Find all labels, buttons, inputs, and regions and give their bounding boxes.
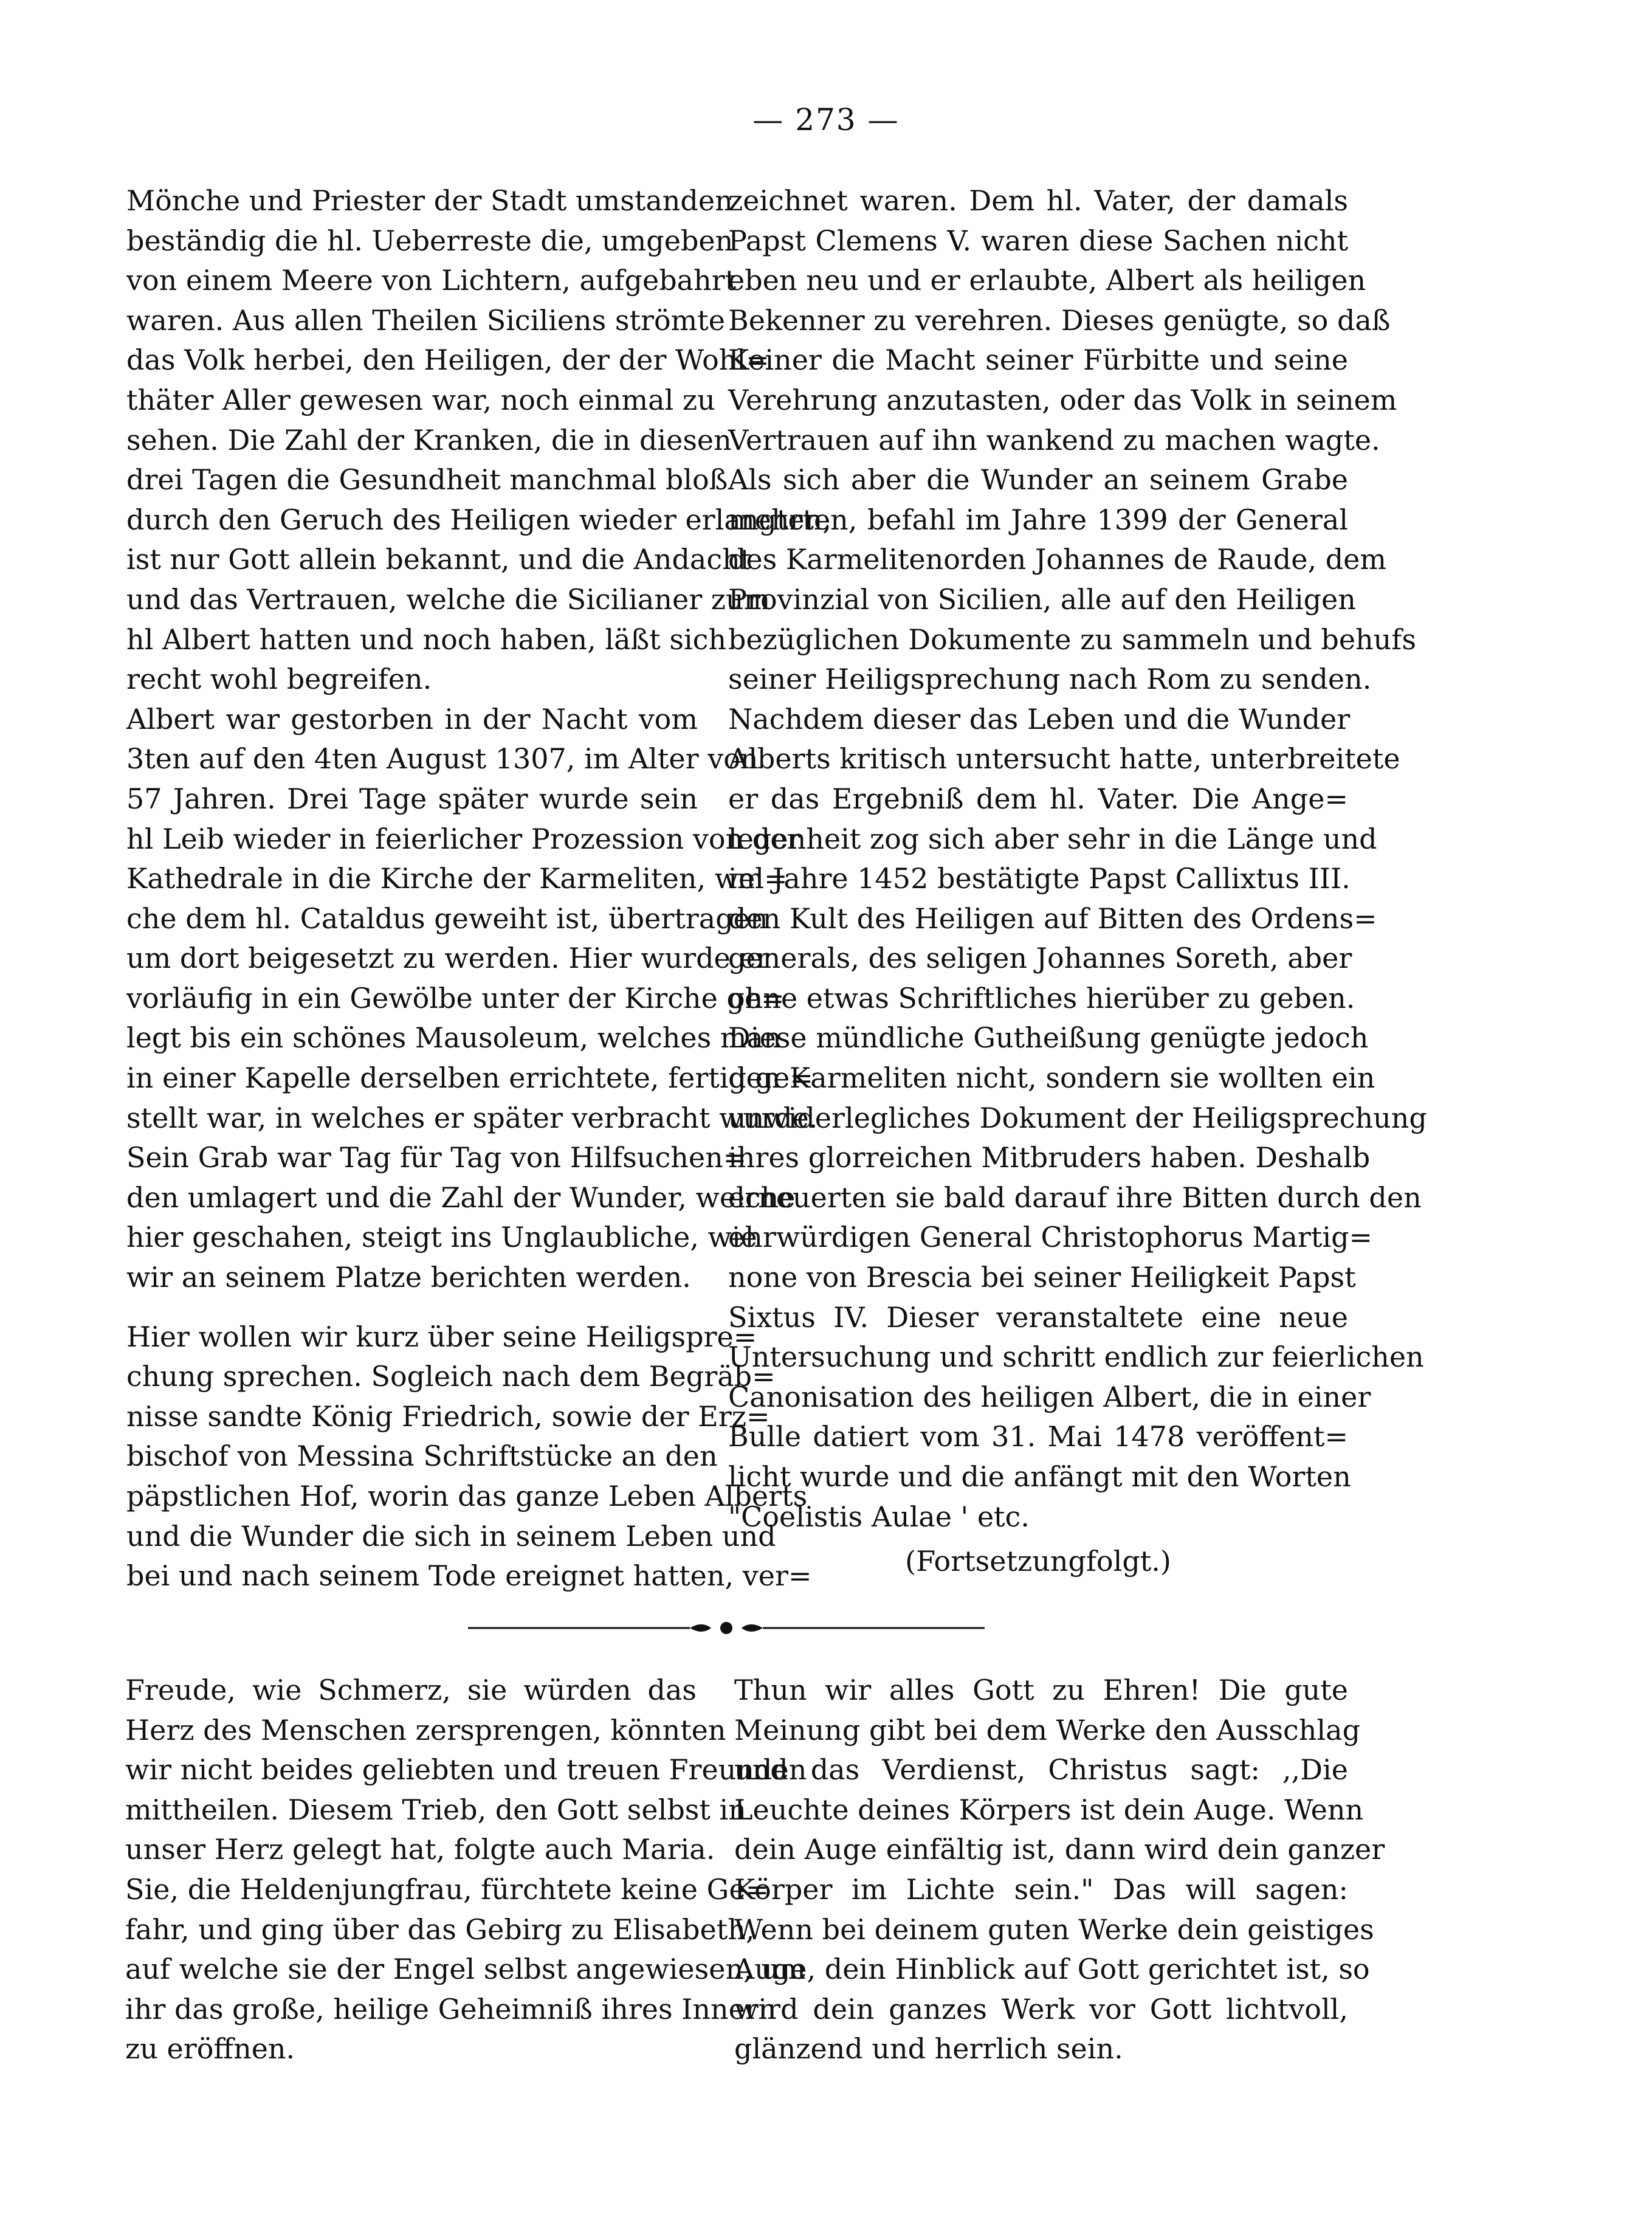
text-line: bei und nach seinem Tode ereignet hatten, ver= [126, 1559, 812, 1593]
text-line: Mönche und Priester der Stadt umstanden [126, 184, 733, 217]
text-line: bischof von Messina Schriftstücke an den [126, 1440, 718, 1473]
text-line: bezüglichen Dokumente zu sammeln und behufs [728, 623, 1416, 656]
text-line: ihr das große, heilige Geheimniß ihres Innern [125, 1992, 777, 2026]
text-line: seiner Heiligsprechung nach Rom zu senden. [728, 663, 1372, 696]
text-line: Albert war gestorben in der Nacht vom [126, 702, 698, 736]
text-line: legenheit zog sich aber sehr in die Länge und [728, 822, 1377, 855]
text-line: 57 Jahren. Drei Tage später wurde sein [126, 782, 698, 815]
text-line: mittheilen. Diesem Trieb, den Gott selbst in [125, 1793, 746, 1826]
text-line: ohne etwas Schriftliches hierüber zu geben. [728, 981, 1355, 1015]
maxim-column-left [125, 1671, 807, 2069]
text-line: che dem hl. Cataldus geweiht ist, übertragen [126, 902, 768, 935]
text-line: und das Verdienst, Christus sagt: ,,Die [734, 1753, 1348, 1787]
text-line: drei Tagen die Gesundheit manchmal bloß [126, 463, 728, 497]
text-line: generals, des seligen Johannes Soreth, aber [728, 942, 1352, 975]
text-line: "Coelistis Aulae ' etc. [728, 1500, 1030, 1533]
text-line: den Karmeliten nicht, sondern sie wollten ein [728, 1061, 1375, 1095]
text-line: auf welche sie der Engel selbst angewiesen, um [125, 1953, 806, 1986]
text-line: Diese mündliche Gutheißung genügte jedoch [728, 1021, 1369, 1055]
text-line: sehen. Die Zahl der Kranken, die in diesen [126, 423, 732, 457]
text-line: erneuerten sie bald darauf ihre Bitten durch den [728, 1181, 1422, 1214]
text-line: unser Herz gelegt hat, folgte auch Maria. [125, 1833, 715, 1866]
text-line: um dort beigesetzt zu werden. Hier wurde er [126, 942, 769, 975]
text-line: chung sprechen. Sogleich nach dem Begräb= [126, 1360, 776, 1393]
text-line: fahr, und ging über das Gebirg zu Elisabeth, [125, 1912, 755, 1946]
text-line: Kathedrale in die Kirche der Karmeliten, wel= [126, 862, 788, 895]
text-line: ehrwürdigen General Christophorus Martig= [728, 1221, 1373, 1254]
text-line: Meinung gibt bei dem Werke den Ausschlag [734, 1713, 1361, 1747]
text-line: Sein Grab war Tag für Tag von Hilfsuchen= [126, 1141, 747, 1174]
text-line: Herz des Menschen zersprengen, könnten [125, 1713, 726, 1747]
text-line: wir nicht beides geliebten und treuen Freunden [125, 1753, 807, 1787]
text-line: recht wohl begreifen. [126, 663, 432, 696]
text-line: Untersuchung und schritt endlich zur feierlichen [728, 1340, 1424, 1374]
text-line: Canonisation des heiligen Albert, die in einer [728, 1380, 1371, 1413]
text-line: er das Ergebniß dem hl. Vater. Die Ange= [728, 782, 1348, 815]
article-column-left [126, 181, 831, 1596]
text-line: Als sich aber die Wunder an seinem Grabe [728, 463, 1348, 497]
text-line: beständig die hl. Ueberreste die, umgeben [126, 224, 734, 257]
text-line: mehrten, befahl im Jahre 1399 der General [728, 503, 1348, 536]
text-line: Alberts kritisch untersucht hatte, unterbreitete [728, 742, 1400, 776]
text-line: Sixtus IV. Dieser veranstaltete eine neue [728, 1300, 1348, 1334]
text-line: Sie, die Heldenjungfrau, fürchtete keine Ge= [125, 1872, 769, 1906]
text-line: hl Leib wieder in feierlicher Prozession von der [126, 822, 800, 855]
article-column-right [728, 181, 1427, 1582]
text-line: ihres glorreichen Mitbruders haben. Deshalb [728, 1141, 1371, 1174]
continuation-note: (Fortsetzungfolgt.) [905, 1545, 1171, 1578]
text-line: unwiderlegliches Dokument der Heiligsprechung [728, 1101, 1427, 1134]
text-line: dein Auge einfältig ist, dann wird dein ganzer [734, 1833, 1385, 1866]
text-line: den umlagert und die Zahl der Wunder, welche [126, 1181, 796, 1214]
text-line: zeichnet waren. Dem hl. Vater, der damals [728, 184, 1348, 217]
text-line: Bekenner zu verehren. Dieses genügte, so daß [728, 303, 1391, 337]
paragraph-gap [126, 1298, 698, 1317]
text-line: waren. Aus allen Theilen Siciliens strömte [126, 303, 726, 337]
text-line: licht wurde und die anfängt mit den Worten [728, 1460, 1351, 1493]
page-number: — 273 — [752, 102, 900, 137]
text-line: glänzend und herrlich sein. [734, 2032, 1123, 2066]
text-line: Vertrauen auf ihn wankend zu machen wagte. [728, 423, 1380, 457]
text-line: und die Wunder die sich in seinem Leben und [126, 1519, 776, 1553]
text-line: zu eröffnen. [125, 2032, 295, 2066]
text-line: ist nur Gott allein bekannt, und die Andacht [126, 543, 752, 576]
text-line: im Jahre 1452 bestätigte Papst Callixtus III. [728, 862, 1351, 895]
text-line: nisse sandte König Friedrich, sowie der Erz= [126, 1399, 770, 1433]
text-line: päpstlichen Hof, worin das ganze Leben Alberts [126, 1480, 808, 1512]
text-line: und das Vertrauen, welche die Sicilianer zum [126, 582, 771, 616]
text-line: Provinzial von Sicilien, alle auf den Heiligen [728, 582, 1356, 616]
text-line: Körper im Lichte sein." Das will sagen: [734, 1872, 1348, 1906]
text-line: das Volk herbei, den Heiligen, der der Wohl= [126, 343, 769, 377]
text-line: Freude, wie Schmerz, sie würden das [125, 1674, 697, 1706]
text-line: Auge, dein Hinblick auf Gott gerichtet ist, so [734, 1953, 1370, 1986]
text-line: des Karmelitenorden Johannes de Raude, dem [728, 543, 1386, 576]
text-line: Hier wollen wir kurz über seine Heiligspre= [126, 1320, 757, 1353]
text-line: wir an seinem Platze berichten werden. [126, 1261, 691, 1294]
text-line: eben neu und er erlaubte, Albert als heiligen [728, 264, 1366, 297]
text-line: den Kult des Heiligen auf Bitten des Ordens= [728, 902, 1377, 935]
text-line: wird dein ganzes Werk vor Gott lichtvoll, [734, 1992, 1348, 2026]
text-line: Keiner die Macht seiner Fürbitte und seine [728, 343, 1348, 377]
text-line: Thun wir alles Gott zu Ehren! Die gute [734, 1674, 1348, 1706]
text-line: durch den Geruch des Heiligen wieder erlangten, [126, 503, 831, 536]
text-line: von einem Meere von Lichtern, aufgebahrt [126, 264, 737, 297]
text-line: thäter Aller gewesen war, noch einmal zu [126, 383, 715, 416]
text-line: none von Brescia bei seiner Heiligkeit Papst [728, 1261, 1356, 1294]
text-line: Papst Clemens V. waren diese Sachen nicht [728, 224, 1348, 257]
text-line: Leuchte deines Körpers ist dein Auge. Wenn [734, 1793, 1364, 1826]
maxim-column-right [734, 1671, 1385, 2069]
text-line: stellt war, in welches er später verbracht wurde. [126, 1101, 818, 1134]
text-line: hl Albert hatten und noch haben, läßt sich [126, 623, 727, 656]
text-line: vorläufig in ein Gewölbe unter der Kirche ge= [126, 981, 785, 1015]
text-line: Nachdem dieser das Leben und die Wunder [728, 702, 1351, 736]
text-line: Verehrung anzutasten, oder das Volk in seinem [728, 383, 1397, 416]
text-line: in einer Kapelle derselben errichtete, fertig ge= [126, 1061, 813, 1095]
text-line: Bulle datiert vom 31. Mai 1478 veröffent= [728, 1420, 1348, 1454]
text-line: legt bis ein schönes Mausoleum, welches man [126, 1021, 782, 1055]
ornamental-divider [468, 1616, 985, 1640]
text-line: 3ten auf den 4ten August 1307, im Alter von [126, 742, 759, 776]
text-line: hier geschahen, steigt ins Unglaubliche, wie [126, 1221, 757, 1254]
text-line: Wenn bei deinem guten Werke dein geistiges [734, 1912, 1374, 1946]
